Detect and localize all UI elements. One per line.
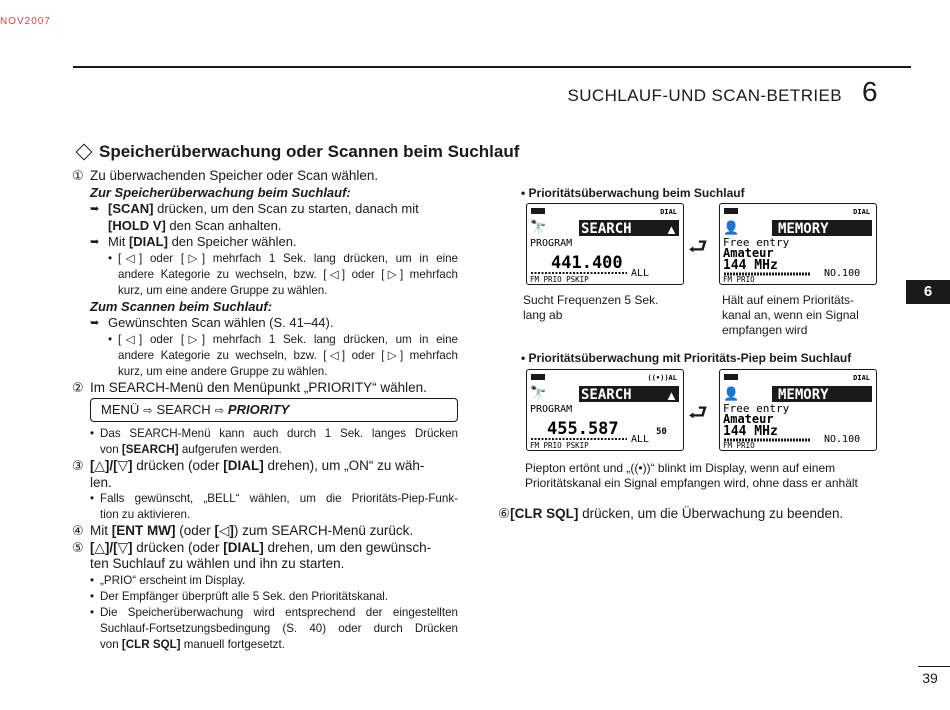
page-number-rule bbox=[918, 666, 950, 667]
diamond-icon bbox=[76, 143, 93, 160]
instruction-dial: ➥ Mit [DIAL] den Speicher wählen. bbox=[90, 234, 297, 249]
step-6: ⑥[CLR SQL] drücken, um die Überwachung zu beenden. bbox=[498, 506, 844, 521]
lcd-memory-display-2 bbox=[719, 369, 877, 451]
note-bell: • Falls gewünscht, „BELL“ wählen, um die Prioritäts-Piep-Funk- bbox=[90, 492, 458, 505]
mode-indicators: FM PRIO PSKIP bbox=[530, 275, 589, 284]
caption-search: Sucht Frequenzen 5 Sek. lang ab bbox=[523, 293, 659, 322]
memory-line-1: Free entry bbox=[723, 236, 790, 249]
note-category-2b: andere Kategorie zu wechseln, bzw. [◁] oder [▷] mehrfach bbox=[118, 348, 458, 362]
figure-caption-1: • Prioritätsüberwachung beim Suchlauf bbox=[521, 186, 745, 200]
program-label: PROGRAM bbox=[530, 238, 573, 249]
step-number: ③ bbox=[72, 458, 84, 473]
step-number: ⑥ bbox=[498, 506, 511, 521]
section-title: Speicherüberwachung oder Scannen beim Suchlauf bbox=[73, 142, 519, 162]
all-label: ALL bbox=[631, 434, 650, 445]
note-resume-b: Suchlauf-Fortsetzungsbedingung (S. 40) oder durch Drücken bbox=[100, 621, 458, 635]
battery-icon bbox=[531, 208, 545, 214]
arrow-right-icon: ⇨ bbox=[143, 405, 153, 417]
frequency-readout: 455.587 bbox=[547, 419, 619, 439]
dial-indicator: DIAL bbox=[853, 374, 870, 382]
mode-indicators: FM PRIO bbox=[723, 441, 755, 450]
corner-mark: NOV2007 bbox=[0, 16, 51, 27]
page-number: 39 bbox=[922, 670, 938, 686]
step-2: ② Im SEARCH-Menü den Menüpunkt „PRIORITY“ wählen. bbox=[72, 379, 427, 395]
note-resume-c: von [CLR SQL] manuell fortgesetzt. bbox=[100, 637, 285, 651]
binoculars-icon: 🔭 bbox=[530, 219, 547, 234]
program-label: PROGRAM bbox=[530, 404, 573, 415]
arrow-right-icon: ➥ bbox=[90, 236, 100, 248]
note-resume: • Die Speicherüberwachung wird entsprechend der eingestellten bbox=[90, 605, 458, 619]
arrow-right-icon: ⇨ bbox=[214, 405, 224, 417]
dial-indicator: DIAL bbox=[853, 208, 870, 216]
note-category-1b: andere Kategorie zu wechseln, bzw. [◁] oder [▷] mehrfach bbox=[118, 267, 458, 281]
memory-line-1: Free entry bbox=[723, 402, 790, 415]
chapter-number: 6 bbox=[862, 76, 878, 107]
memory-title: MEMORY bbox=[778, 387, 829, 403]
mode-indicators: FM PRIO bbox=[723, 275, 755, 284]
dial-indicator: DIAL bbox=[660, 208, 677, 216]
step-5-cont: ten Suchlauf zu wählen und ihn zu starten. bbox=[90, 556, 345, 571]
instruction-scan: ➥ [SCAN] drücken, um den Scan zu starten, danach mit bbox=[90, 201, 419, 216]
step-5: ⑤ [△]/[▽] drücken (oder [DIAL] drehen, um den gewünsch- bbox=[72, 539, 432, 555]
return-arrow-icon: ⮐ bbox=[688, 400, 708, 425]
step-number: ① bbox=[72, 168, 84, 183]
battery-icon bbox=[724, 374, 738, 380]
caption-memory: Hält auf einem Prioritäts- kanal an, wenn ein Signal empfangen wird bbox=[722, 293, 859, 337]
battery-icon bbox=[531, 374, 545, 380]
memory-chip-icon: 👤 bbox=[723, 386, 740, 401]
frequency-small-digits: 50 bbox=[656, 427, 667, 437]
step-3: ③ [△]/[▽] drücken (oder [DIAL] drehen), um „ON“ zu wäh- bbox=[72, 458, 425, 473]
all-label: ALL bbox=[631, 268, 650, 279]
step-3-cont: len. bbox=[90, 474, 112, 490]
binoculars-icon: 🔭 bbox=[530, 385, 547, 400]
frequency-readout: 441.400 bbox=[551, 253, 623, 273]
step-number: ④ bbox=[72, 523, 84, 538]
memory-line-2: Amateur bbox=[723, 412, 774, 426]
lcd-search-display bbox=[526, 203, 684, 285]
beep-indicator: ((•))AL bbox=[647, 374, 677, 382]
battery-icon bbox=[724, 208, 738, 214]
memory-chip-icon: 👤 bbox=[723, 220, 740, 235]
caption-beep: Piepton ertönt und „((•))“ blinkt im Display, wenn auf einem Prioritätskanal ein Signal empfangen wird, ohne dass er anhält bbox=[525, 461, 858, 490]
step-number: ② bbox=[72, 379, 84, 395]
note-bell-b: tion zu aktivieren. bbox=[100, 508, 191, 521]
arrow-right-icon: ➥ bbox=[90, 317, 100, 329]
header-rule bbox=[73, 66, 911, 68]
note-prio: • „PRIO“ erscheint im Display. bbox=[90, 573, 246, 587]
memory-frequency: 144 MHz bbox=[723, 424, 778, 439]
memory-title: MEMORY bbox=[778, 221, 829, 237]
note-check: • Der Empfänger überprüft alle 5 Sek. den Prioritätskanal. bbox=[90, 589, 389, 603]
instruction-select-scan: ➥ Gewünschten Scan wählen (S. 41–44). bbox=[90, 315, 334, 330]
subheading-memory-watch: Zur Speicherüberwachung beim Suchlauf: bbox=[90, 184, 351, 200]
memory-frequency: 144 MHz bbox=[723, 258, 778, 273]
step-1: ① Zu überwachenden Speicher oder Scan wählen. bbox=[72, 168, 379, 183]
chapter-title: SUCHLAUF-UND SCAN-BETRIEB bbox=[567, 86, 842, 105]
arrow-right-icon: ➥ bbox=[90, 203, 100, 215]
search-title: SEARCH bbox=[581, 221, 632, 237]
search-title: SEARCH bbox=[581, 387, 632, 403]
note-search-menu: • Das SEARCH-Menü kann auch durch 1 Sek. langes Drücken bbox=[90, 427, 458, 440]
note-category-2c: kurz, um eine andere Gruppe zu wählen. bbox=[118, 364, 328, 378]
mode-indicators: FM PRIO PSKIP bbox=[530, 441, 589, 450]
note-category-1: • [◁] oder [▷] mehrfach 1 Sek. lang drücken, um in eine bbox=[108, 251, 458, 265]
return-arrow-icon: ⮐ bbox=[688, 234, 708, 259]
lcd-search-beep-display bbox=[526, 369, 684, 451]
instructions-column bbox=[72, 168, 458, 653]
note-category-2: • [◁] oder [▷] mehrfach 1 Sek. lang drücken, um in eine bbox=[108, 332, 458, 346]
channel-number: NO.100 bbox=[824, 434, 861, 445]
menu-path-box: MENÜ ⇨ SEARCH ⇨ PRIORITY bbox=[90, 398, 458, 422]
step-number: ⑤ bbox=[72, 539, 84, 555]
memory-line-2: Amateur bbox=[723, 246, 774, 260]
arrow-up-icon: ▲ bbox=[665, 388, 678, 403]
lcd-memory-display bbox=[719, 203, 877, 285]
arrow-up-icon: ▲ bbox=[665, 222, 678, 237]
instruction-scan-cont: [HOLD V] den Scan anhalten. bbox=[108, 217, 282, 233]
channel-number: NO.100 bbox=[824, 268, 861, 279]
subheading-scan: Zum Scannen beim Suchlauf: bbox=[90, 298, 273, 314]
note-category-1c: kurz, um eine andere Gruppe zu wählen. bbox=[118, 283, 328, 297]
figure-caption-2: • Prioritätsüberwachung mit Prioritäts-Piep beim Suchlauf bbox=[521, 351, 852, 365]
note-search-menu-b: von [SEARCH] aufgerufen werden. bbox=[100, 443, 282, 456]
step-4: ④ Mit [ENT MW] (oder [◁]) zum SEARCH-Menü zurück. bbox=[72, 523, 414, 538]
chapter-tab: 6 bbox=[906, 280, 950, 304]
